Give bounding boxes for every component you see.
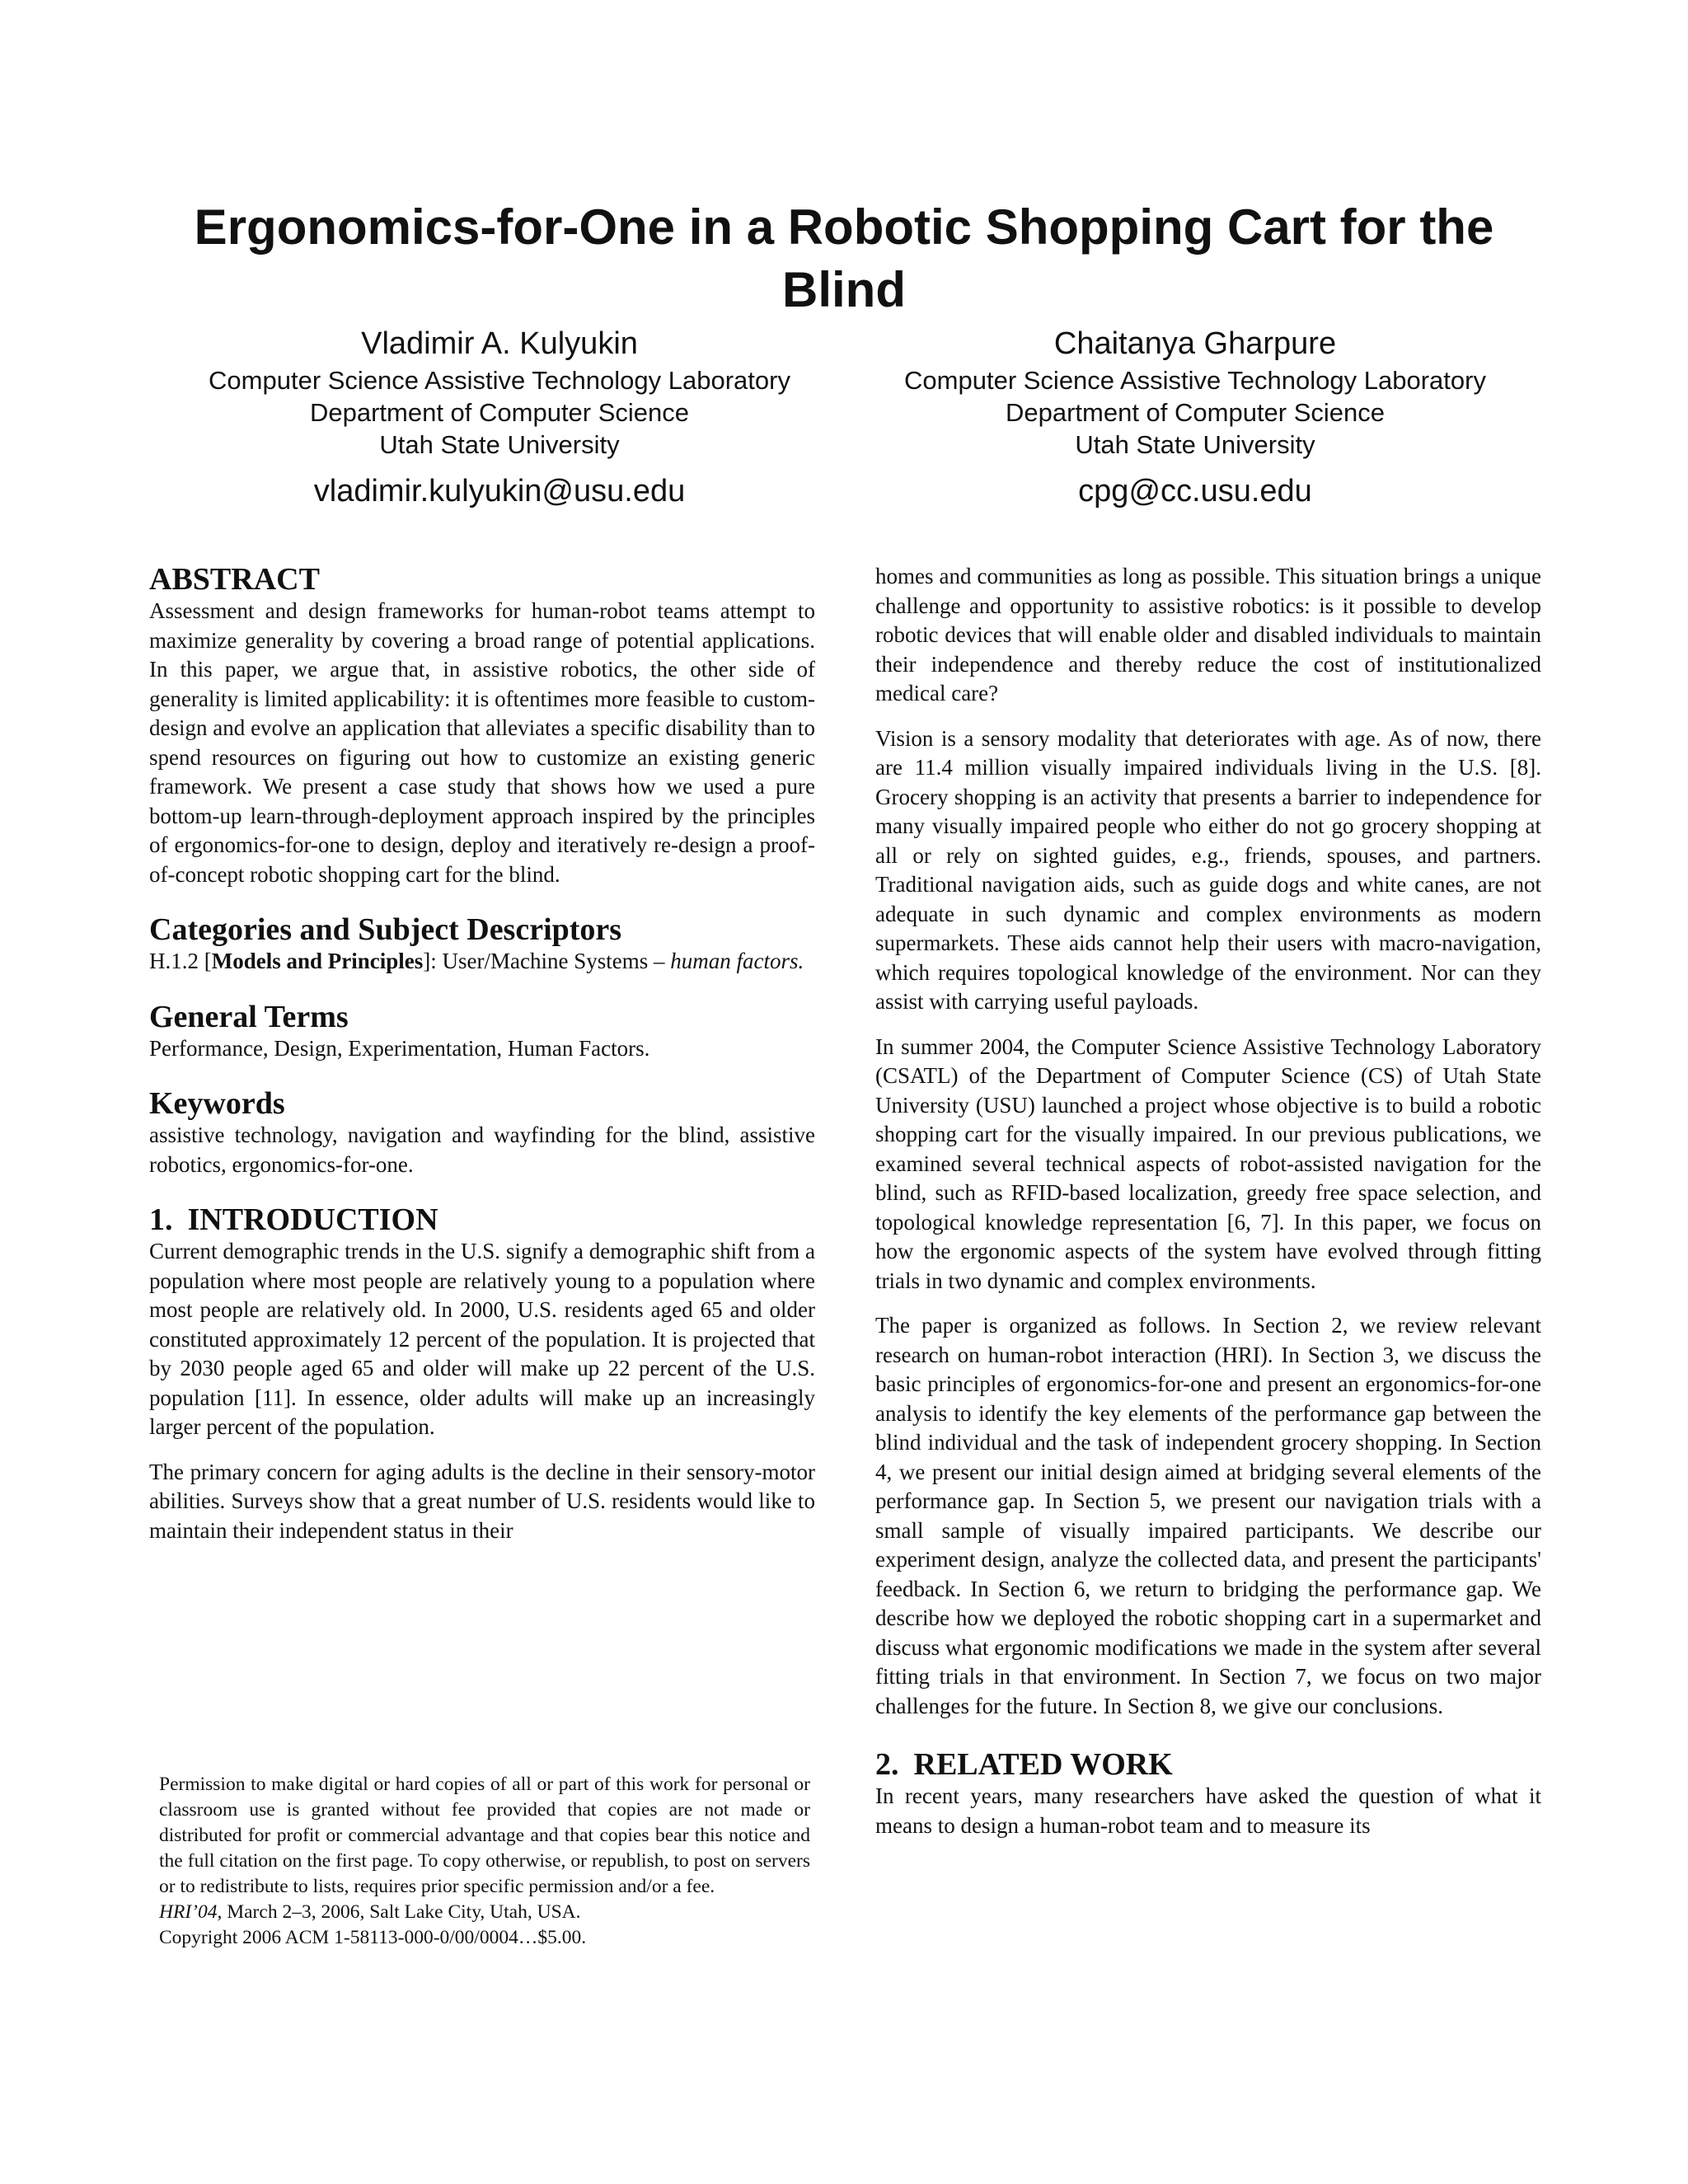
categories-italic: human factors.: [670, 949, 804, 973]
venue-rest: , March 2–3, 2006, Salt Lake City, Utah, USA.: [217, 1901, 581, 1923]
section-number: 2.: [875, 1747, 899, 1782]
keywords-heading: Keywords: [149, 1086, 285, 1121]
author-block-2: [857, 323, 1533, 512]
keywords-text: assistive technology, navigation and wayfinding for the blind, assistive robotics, ergonomics-for-one.: [149, 1122, 815, 1177]
categories-text: [149, 947, 815, 977]
author-affiliation-university: Utah State University: [379, 430, 620, 459]
author-affiliation-lab: Computer Science Assistive Technology Laboratory: [904, 366, 1486, 395]
author-affiliation-dept: Department of Computer Science: [1005, 398, 1386, 427]
introduction-paragraph-5: In summer 2004, the Computer Science Assistive Technology Laboratory (CSATL) of the Department of Computer Science (CS) of Utah State University (USU) launched a project whose objective is to build a robotic shopping cart for the visually impaired. In our previous publications, we examined several technical aspects of robot-assisted navigation for the blind, such as RFID-based localization, greedy free space selection, and topological knowledge representation [6, 7]. In this paper, we focus on how the ergonomic aspects of the system have evolved through fitting trials in two dynamic and complex environments.: [875, 1033, 1541, 1293]
author-affiliation-university: Utah State University: [1075, 430, 1315, 459]
introduction-paragraph-2: The primary concern for aging adults is the decline in their sensory-motor abilities. Surveys show that a great number of U.S. residents would like to maintain their independent status in their: [149, 1459, 815, 1543]
author-affiliation-dept: Department of Computer Science: [309, 398, 690, 427]
author-affiliation-lab: Computer Science Assistive Technology Laboratory: [209, 366, 790, 395]
introduction-paragraph-1: Current demographic trends in the U.S. signify a demographic shift from a population where most people are relatively young to a population where most people are relatively old. In 2000, U.S. residents aged 65 and older constituted approximately 12 percent of the population. It is projected that by 2030 people aged 65 and older will make up 22 percent of the U.S. population [11]. In essence, older adults will make up an increasingly larger percent of the population.: [149, 1239, 815, 1439]
paper-title: Ergonomics-for-One in a Robotic Shopping Cart for the Blind: [194, 199, 1494, 317]
introduction-paragraph-4: Vision is a sensory modality that deteriorates with age. As of now, there are 11.4 million visually impaired individuals living in the U.S. [8]. Grocery shopping is an activity that presents a barrier to independence for many visually impaired people who either do not go grocery shopping at all or rely on sighted guides, e.g., friends, spouses, and partners. Traditional navigation aids, such as guide dogs and white canes, are not adequate in such dynamic and complex environments as modern supermarkets. These aids cannot help their users with macro-navigation, which requires topological knowledge of the environment. Nor can they assist with carrying useful payloads.: [875, 725, 1541, 1014]
introduction-paragraph-6: The paper is organized as follows. In Section 2, we review relevant research on human-robot interaction (HRI). In Section 3, we discuss the basic principles of ergonomics-for-one and present an ergonomics-for-one analysis to identify the key elements of the performance gap between the blind individual and the task of independent grocery shopping. In Section 4, we present our initial design aimed at bridging several elements of the performance gap. In Section 5, we present our navigation trials with a small sample of visually impaired participants. We describe our experiment design, analyze the collected data, and present the participants' feedback. In Section 6, we return to bridging the performance gap. We describe how we deployed the robotic shopping cart in a supermarket and discuss what ergonomic modifications we made in the system after several fitting trials in that environment. In Section 7, we focus on two major challenges for the future. In Section 8, we give our conclusions.: [875, 1313, 1541, 1718]
venue-italic: HRI’04: [159, 1901, 218, 1923]
copyright-line: Copyright 2006 ACM 1-58113-000-0/00/0004…$5.00.: [159, 1927, 587, 1948]
introduction-paragraph-3: homes and communities as long as possible. This situation brings a unique challenge and opportunity to assistive robotics: is it possible to develop robotic devices that will enable older and disabled individuals to maintain their independence and thereby reduce the cost of institutionalized medical care?: [875, 564, 1541, 705]
section-title: INTRODUCTION: [187, 1202, 438, 1237]
abstract-text: Assessment and design frameworks for human-robot teams attempt to maximize generality by covering a broad range of potential applications. In this paper, we argue that, in assistive robotics, the other side of generality is limited applicability: it is oftentimes more feasible to custom-design and evolve an application that alleviates a specific disability than to spend resources on figuring out how to customize an existing generic framework. We present a case study that shows how we used a pure bottom-up learn-through-deployment approach inspired by the principles of ergonomics-for-one to design, deploy and iteratively re-design a proof-of-concept robotic shopping cart for the blind.: [149, 598, 815, 887]
left-column: [149, 562, 815, 1561]
related-work-heading: [875, 1747, 1541, 1782]
permission-text: Permission to make digital or hard copies of all or part of this work for personal or classroom use is granted without fee provided that copies are not made or distributed for profit or commercial advantage and that copies bear this notice and the full citation on the first page. To copy otherwise, or republish, to post on servers or to redistribute to lists, requires prior specific permission and/or a fee.: [159, 1774, 810, 1897]
author-email: cpg@cc.usu.edu: [1078, 474, 1312, 509]
permission-venue: [159, 1900, 810, 1925]
permission-notice: [159, 1772, 810, 1951]
author-block-1: [162, 323, 837, 512]
right-column: [875, 562, 1541, 1856]
author-email: vladimir.kulyukin@usu.edu: [313, 474, 686, 509]
categories-rest: ]: User/Machine Systems –: [423, 949, 671, 973]
section-title: RELATED WORK: [913, 1747, 1173, 1782]
categories-heading: Categories and Subject Descriptors: [149, 912, 622, 947]
categories-bold: Models and Principles: [211, 949, 424, 973]
general-terms-heading: General Terms: [149, 999, 349, 1034]
introduction-heading: [149, 1202, 815, 1237]
author-name: Vladimir A. Kulyukin: [361, 326, 638, 361]
section-number: 1.: [149, 1202, 173, 1237]
related-work-text: In recent years, many researchers have asked the question of what it means to design a human-robot team and to measure its: [875, 1783, 1541, 1838]
abstract-heading: ABSTRACT: [149, 562, 320, 597]
general-terms-text: Performance, Design, Experimentation, Human Factors.: [149, 1035, 650, 1061]
categories-code: H.1.2 [: [149, 949, 212, 973]
author-name: Chaitanya Gharpure: [1053, 326, 1337, 361]
